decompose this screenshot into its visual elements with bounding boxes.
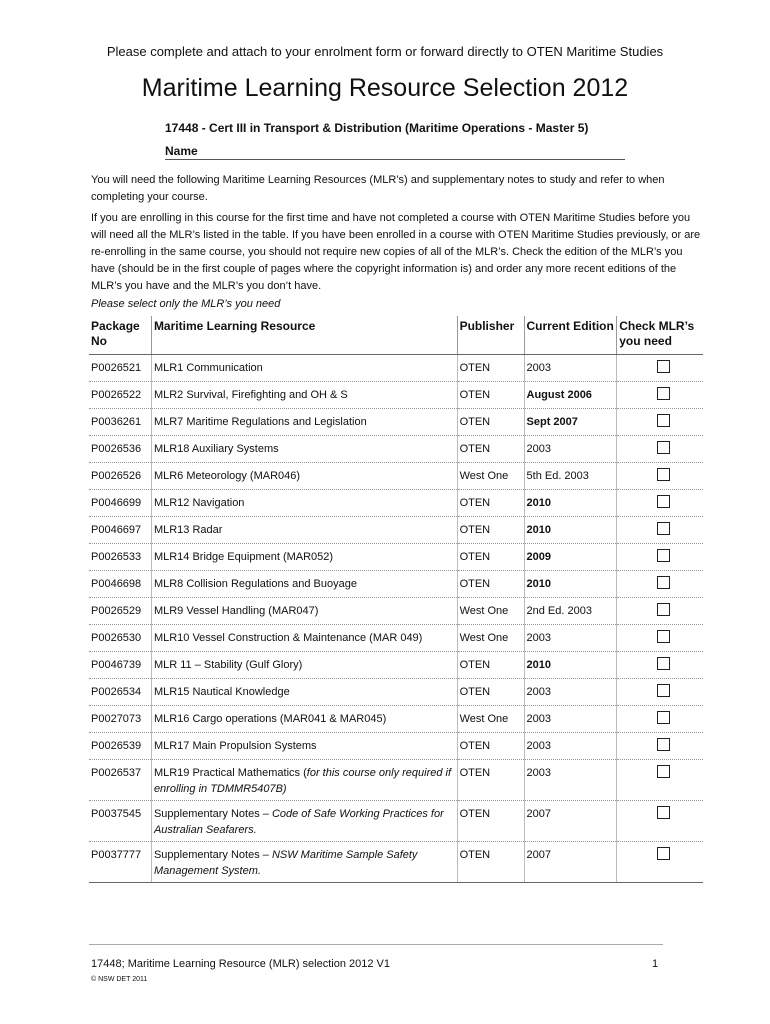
checkbox[interactable]: [657, 657, 670, 670]
edition: 2010: [524, 571, 617, 598]
resource-name: MLR17 Main Propulsion Systems: [151, 733, 457, 760]
edition: 2003: [524, 733, 617, 760]
edition: 5th Ed. 2003: [524, 463, 617, 490]
header-check: Check MLR’s you need: [617, 316, 703, 355]
course-subtitle: 17448 - Cert III in Transport & Distribution (Maritime Operations - Master 5): [165, 121, 589, 135]
publisher: OTEN: [457, 409, 524, 436]
table-row: [89, 544, 703, 571]
resource-name: MLR6 Meteorology (MAR046): [151, 463, 457, 490]
resource-name: MLR18 Auxiliary Systems: [151, 436, 457, 463]
table-row: [89, 382, 703, 409]
table-row: [89, 801, 703, 842]
edition: 2003: [524, 355, 617, 382]
copyright: © NSW DET 2011: [91, 976, 148, 983]
resource-name: MLR8 Collision Regulations and Buoyage: [151, 571, 457, 598]
resource-name: MLR9 Vessel Handling (MAR047): [151, 598, 457, 625]
publisher: West One: [457, 463, 524, 490]
check-cell: [617, 490, 703, 517]
table-row: [89, 733, 703, 760]
edition: 2003: [524, 625, 617, 652]
publisher: OTEN: [457, 842, 524, 883]
resource-name: [151, 801, 457, 842]
publisher: OTEN: [457, 571, 524, 598]
package-no: P0046697: [89, 517, 151, 544]
check-cell: [617, 733, 703, 760]
edition: 2010: [524, 517, 617, 544]
checkbox[interactable]: [657, 847, 670, 860]
package-no: P0026522: [89, 382, 151, 409]
page-number: 1: [652, 958, 659, 970]
intro-paragraph-2: If you are enrolling in this course for the first time and have not completed a course with OTEN Maritime Studies before you will need all the MLR’s listed in the table. If you have been enrolled in a course with OTEN Maritime Studies previously, or are re-enrolling in the same course, you should not require new copies of all of the MLR’s. Check the edition of the MLR’s you have (should be in the first couple of pages where the copyright information is) and order any more recent editions of the MLR’s you have and the MLR’s you don’t have.: [91, 212, 701, 292]
package-no: P0046739: [89, 652, 151, 679]
edition: 2003: [524, 679, 617, 706]
publisher: OTEN: [457, 801, 524, 842]
checkbox[interactable]: [657, 603, 670, 616]
table-row: [89, 760, 703, 801]
edition: 2010: [524, 490, 617, 517]
check-cell: [617, 679, 703, 706]
resource-name: MLR1 Communication: [151, 355, 457, 382]
table-row: [89, 355, 703, 382]
publisher: OTEN: [457, 436, 524, 463]
table-row: [89, 517, 703, 544]
checkbox[interactable]: [657, 522, 670, 535]
publisher: West One: [457, 706, 524, 733]
table-row: [89, 409, 703, 436]
package-no: P0026533: [89, 544, 151, 571]
name-label: Name: [165, 144, 198, 158]
footer-text: 17448; Maritime Learning Resource (MLR) selection 2012 V1: [91, 958, 390, 970]
edition: 2007: [524, 801, 617, 842]
resource-name: [151, 760, 457, 801]
check-cell: [617, 517, 703, 544]
package-no: P0026521: [89, 355, 151, 382]
table-row: [89, 490, 703, 517]
table-row: [89, 598, 703, 625]
table-row: [89, 842, 703, 883]
intro-paragraph-1: You will need the following Maritime Learning Resources (MLR’s) and supplementary notes to study and refer to when completing your course.: [91, 174, 665, 203]
package-no: P0026537: [89, 760, 151, 801]
resource-name-note: NSW Maritime Sample Safety Management System.: [153, 849, 418, 877]
top-instruction: Please complete and attach to your enrolment form or forward directly to OTEN Maritime Studies: [106, 44, 664, 59]
table-row: [89, 706, 703, 733]
package-no: P0026529: [89, 598, 151, 625]
header-resource: Maritime Learning Resource: [151, 316, 457, 355]
header-publisher: Publisher: [457, 316, 524, 355]
header-edition: Current Edition: [524, 316, 617, 355]
table-row: [89, 571, 703, 598]
selection-instruction: Please select only the MLR’s you need: [91, 298, 281, 310]
check-cell: [617, 652, 703, 679]
publisher: OTEN: [457, 490, 524, 517]
checkbox[interactable]: [657, 414, 670, 427]
check-cell: [617, 436, 703, 463]
checkbox[interactable]: [657, 806, 670, 819]
checkbox[interactable]: [657, 549, 670, 562]
table-row: [89, 652, 703, 679]
resource-name-text: MLR19 Practical Mathematics (: [153, 767, 307, 779]
resource-name-text: Supplementary Notes –: [153, 849, 272, 861]
package-no: P0027073: [89, 706, 151, 733]
edition: 2003: [524, 436, 617, 463]
checkbox[interactable]: [657, 360, 670, 373]
checkbox[interactable]: [657, 684, 670, 697]
check-cell: [617, 842, 703, 883]
publisher: West One: [457, 598, 524, 625]
resource-name: MLR16 Cargo operations (MAR041 & MAR045): [151, 706, 457, 733]
resource-name: MLR7 Maritime Regulations and Legislation: [151, 409, 457, 436]
package-no: P0037777: [89, 842, 151, 883]
page-title: Maritime Learning Resource Selection 2012: [141, 74, 629, 102]
check-cell: [617, 760, 703, 801]
publisher: OTEN: [457, 544, 524, 571]
checkbox[interactable]: [657, 495, 670, 508]
checkbox[interactable]: [657, 576, 670, 589]
resource-name-note: for this course only required if enrolling in TDMMR5407B): [153, 767, 452, 795]
checkbox[interactable]: [657, 468, 670, 481]
package-no: P0037545: [89, 801, 151, 842]
edition: 2009: [524, 544, 617, 571]
package-no: P0026536: [89, 436, 151, 463]
edition: Sept 2007: [524, 409, 617, 436]
checkbox[interactable]: [657, 711, 670, 724]
check-cell: [617, 382, 703, 409]
publisher: OTEN: [457, 355, 524, 382]
resource-name: MLR10 Vessel Construction & Maintenance (MAR 049): [151, 625, 457, 652]
edition: 2007: [524, 842, 617, 883]
package-no: P0036261: [89, 409, 151, 436]
publisher: OTEN: [457, 733, 524, 760]
package-no: P0026526: [89, 463, 151, 490]
package-no: P0026534: [89, 679, 151, 706]
checkbox[interactable]: [657, 441, 670, 454]
edition: 2nd Ed. 2003: [524, 598, 617, 625]
header-package: Package No: [89, 316, 151, 355]
table-row: [89, 679, 703, 706]
resource-name-text: Supplementary Notes –: [153, 808, 272, 820]
table-row: [89, 625, 703, 652]
check-cell: [617, 801, 703, 842]
check-cell: [617, 598, 703, 625]
footer-divider: [89, 944, 663, 945]
table-row: [89, 436, 703, 463]
check-cell: [617, 571, 703, 598]
resource-name: MLR13 Radar: [151, 517, 457, 544]
publisher: West One: [457, 625, 524, 652]
edition: 2003: [524, 760, 617, 801]
package-no: P0046698: [89, 571, 151, 598]
edition: 2003: [524, 706, 617, 733]
publisher: OTEN: [457, 652, 524, 679]
mlr-table: [89, 316, 703, 883]
name-field[interactable]: [165, 142, 625, 160]
package-no: P0026530: [89, 625, 151, 652]
check-cell: [617, 706, 703, 733]
package-no: P0026539: [89, 733, 151, 760]
checkbox[interactable]: [657, 765, 670, 778]
publisher: OTEN: [457, 679, 524, 706]
check-cell: [617, 463, 703, 490]
resource-name: MLR14 Bridge Equipment (MAR052): [151, 544, 457, 571]
edition: August 2006: [524, 382, 617, 409]
checkbox[interactable]: [657, 630, 670, 643]
resource-name: MLR15 Nautical Knowledge: [151, 679, 457, 706]
resource-name: MLR 11 – Stability (Gulf Glory): [151, 652, 457, 679]
checkbox[interactable]: [657, 387, 670, 400]
check-cell: [617, 409, 703, 436]
checkbox[interactable]: [657, 738, 670, 751]
check-cell: [617, 544, 703, 571]
package-no: P0046699: [89, 490, 151, 517]
check-cell: [617, 355, 703, 382]
table-row: [89, 463, 703, 490]
resource-name: MLR12 Navigation: [151, 490, 457, 517]
publisher: OTEN: [457, 760, 524, 801]
edition: 2010: [524, 652, 617, 679]
publisher: OTEN: [457, 382, 524, 409]
table-header-row: [89, 316, 703, 355]
resource-name: MLR2 Survival, Firefighting and OH & S: [151, 382, 457, 409]
check-cell: [617, 625, 703, 652]
resource-name-note: Code of Safe Working Practices for Australian Seafarers.: [153, 808, 444, 836]
resource-name: [151, 842, 457, 883]
publisher: OTEN: [457, 517, 524, 544]
